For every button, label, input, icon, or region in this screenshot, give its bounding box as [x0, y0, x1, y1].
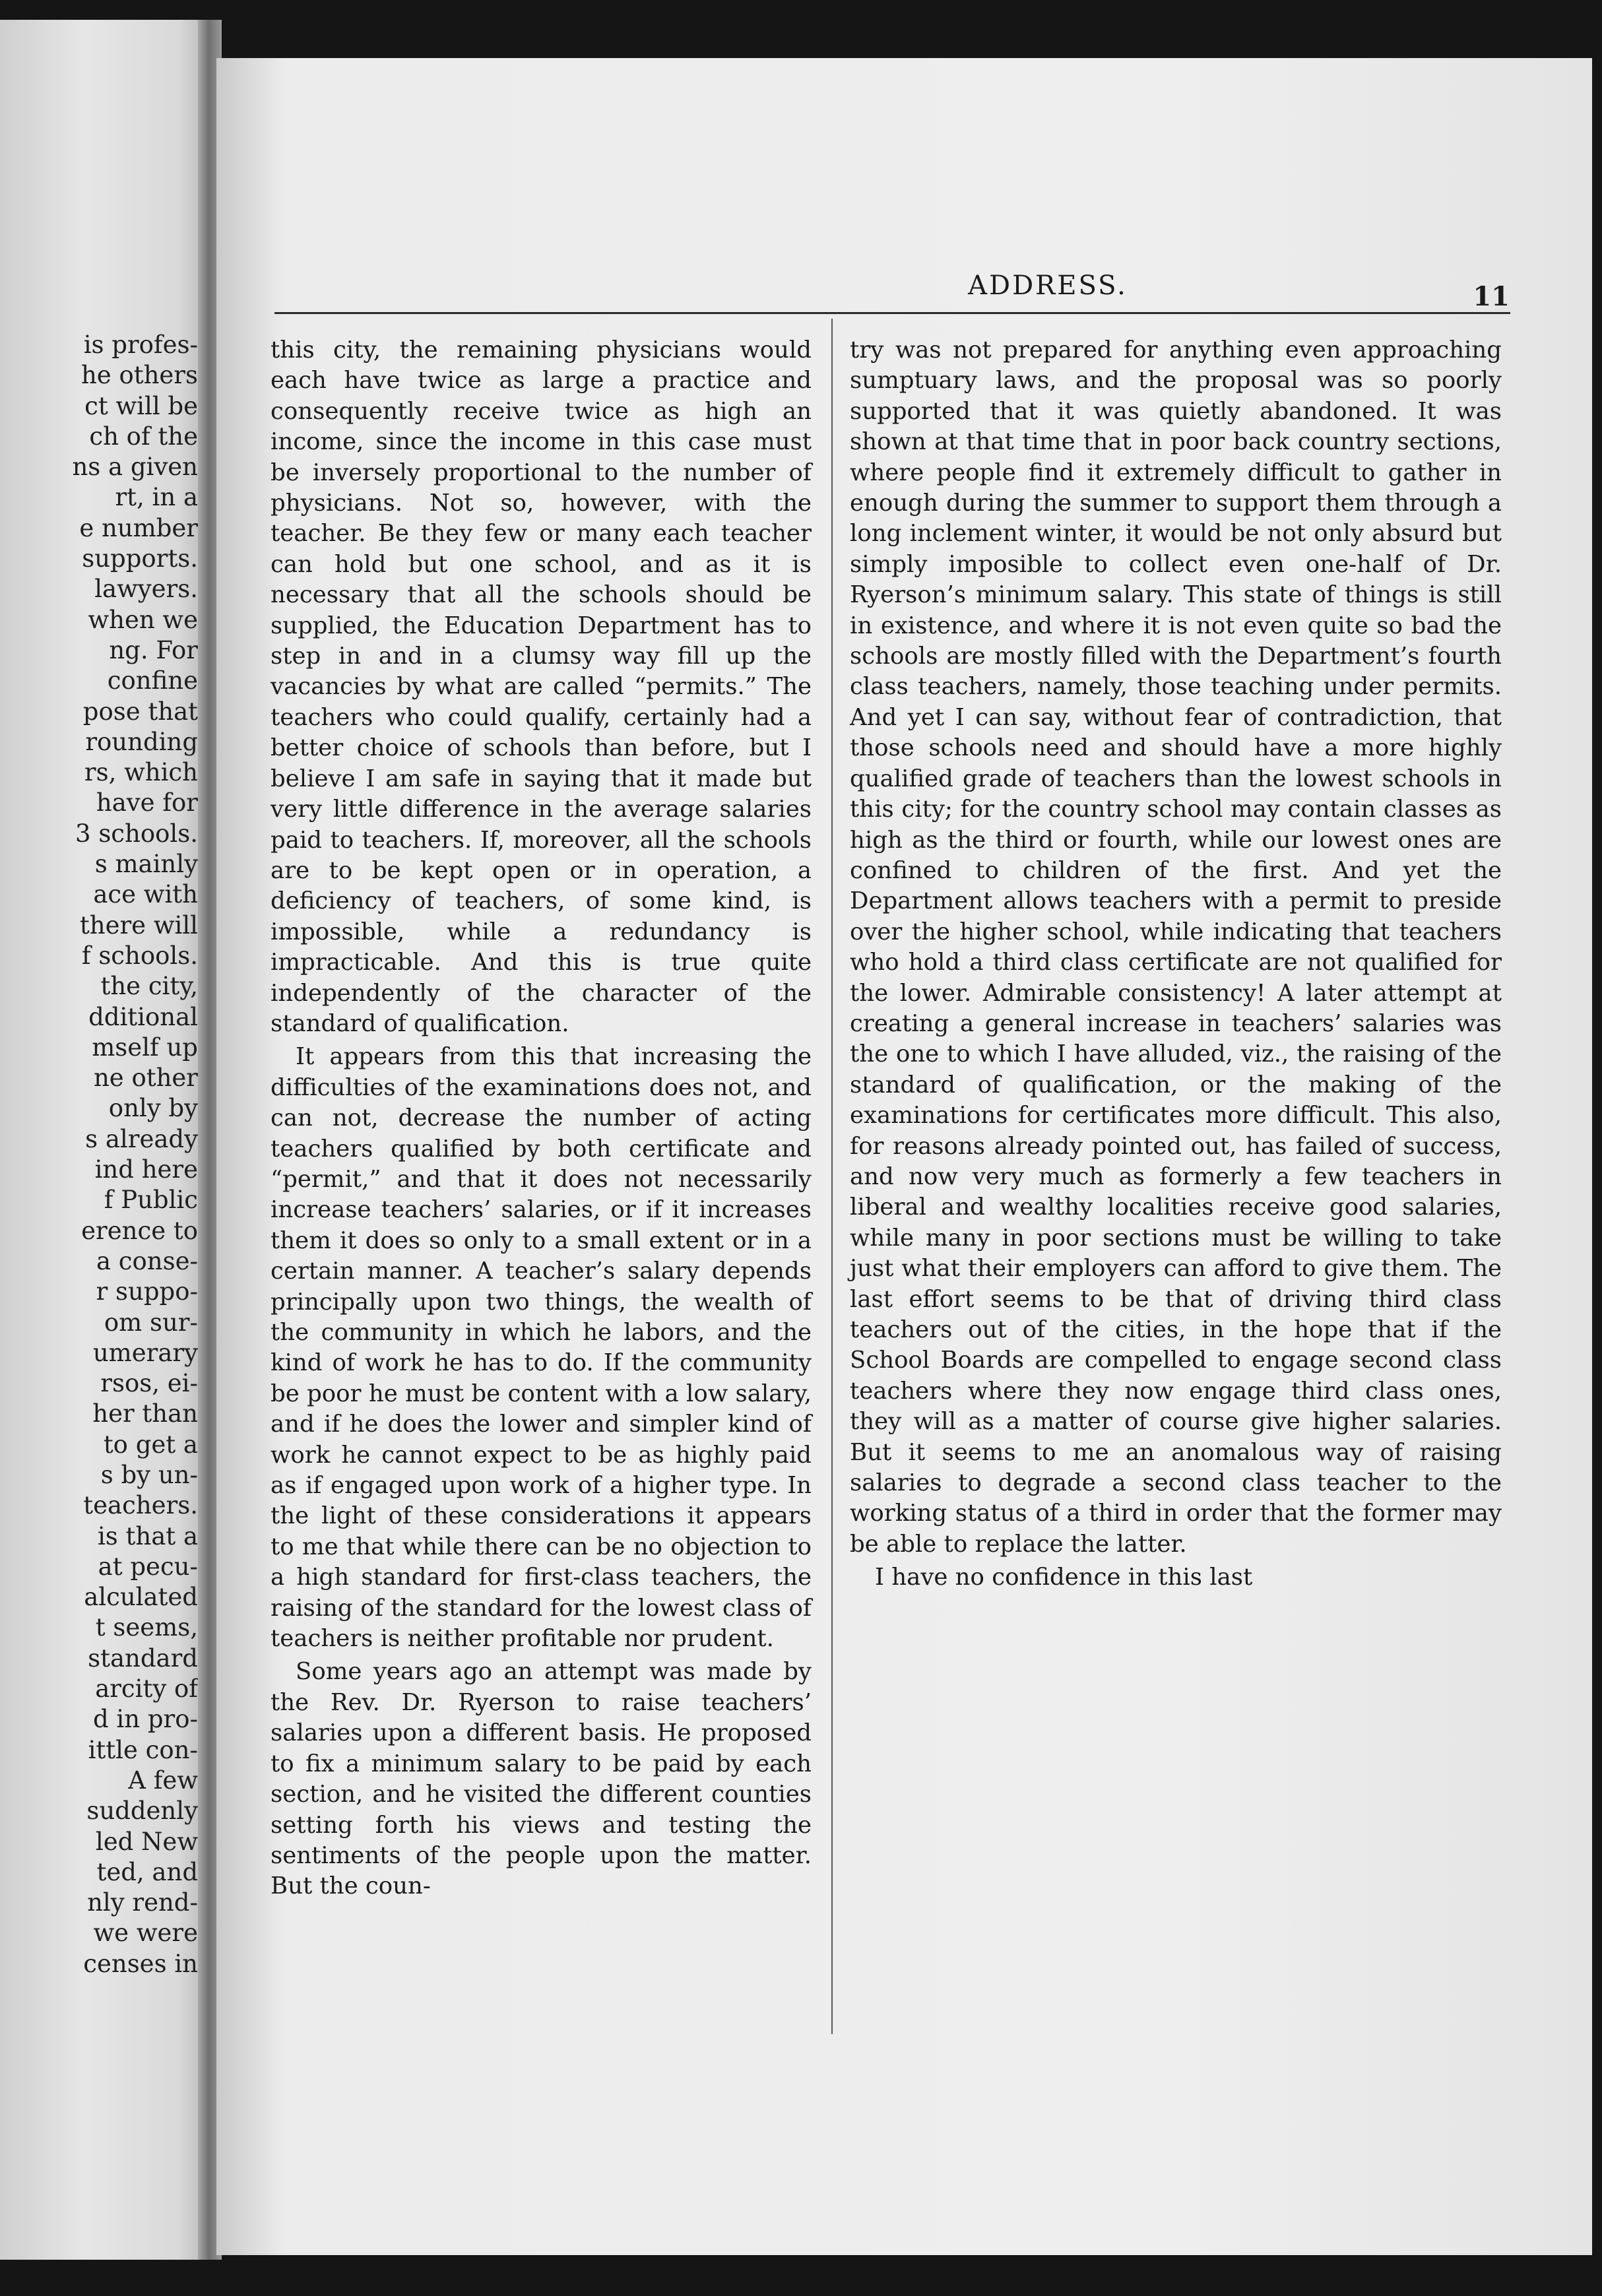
paragraph: It appears from this that increasing the difficulties of the examinations does not, and can not, decrease the number of acting teachers qualified by both certificate and “permit,” and that it does not necessarily increase teachers’ salaries, or if it increases them it does so only to a small extent or in a certain manner. A teacher’s salary depends principally upon two things, the wealth of the community in which he labors, and the kind of work he has to do. If the community be poor he must be content with a low salary, and if he does the lower and simpler kind of work he cannot expect to be as highly paid as if engaged upon work of a higher type. In the light of these considerations it appears to me that while there can be no objection to a high standard for first-class teachers, the raising of the standard for the lowest class of teachers is neither profitable nor prudent.	[271, 1043, 812, 1653]
left-page-line: supports.	[82, 544, 198, 573]
left-page-line: 3 schools.	[75, 819, 198, 848]
left-page-line: ted, and	[96, 1857, 198, 1886]
left-page-line: s already	[85, 1124, 198, 1153]
left-page-line: ch of the	[89, 422, 198, 451]
left-page-line: at pecu-	[98, 1552, 198, 1581]
left-page-line: A few	[128, 1766, 198, 1795]
right-column	[850, 335, 1502, 1593]
left-page-line: lawyers.	[94, 575, 198, 604]
paragraph: Some years ago an attempt was made by the Rev. Dr. Ryerson to raise teachers’ salaries upon a different basis. He proposed to fix a minimum salary to be paid by each section, and he visited the different counties setting forth his views and testing the sentiments of the people upon the matter. But the coun-	[271, 1658, 812, 1900]
left-page-line: only by	[108, 1094, 198, 1123]
left-page-line: the city,	[100, 972, 198, 1001]
left-page-line: t seems,	[95, 1613, 198, 1642]
left-page-line: have for	[96, 788, 198, 817]
left-page-line: d in pro-	[92, 1705, 198, 1734]
left-page-line: standard	[88, 1643, 198, 1673]
left-page-line: dditional	[88, 1002, 198, 1031]
page-number: 11	[1473, 281, 1510, 312]
running-head: ADDRESS.	[968, 271, 1128, 301]
left-page-line: f Public	[104, 1186, 198, 1215]
left-page-line: ct will be	[84, 391, 198, 420]
left-page-line: s by un-	[100, 1460, 198, 1489]
paragraph: this city, the remaining physicians would each have twice as large a practice and consequently receive twice as high an income, since the income in this case must be inversely proportional to the number of physicians. Not so, however, with the teacher. Be they few or many each teacher can hold but one school, and as it is necessary that all the schools should be supplied, the Education Department has to step in and in a clumsy way fill up the vacancies by what are called “permits.” The teachers who could qualify, certainly had a better choice of schools than before, but I believe I am safe in saying that it made but very little difference in the average salaries paid to teachers. If, moreover, all the schools are to be kept open or in operation, a deficiency of teachers, of some kind, is impossible, while a redundancy is impracticable. And this is true quite independently of the character of the standard of qualification.	[271, 336, 812, 1037]
left-page-line: alculated	[84, 1583, 198, 1612]
left-page-line: rsos, ei-	[100, 1369, 198, 1398]
left-page-line: he others	[80, 361, 198, 390]
left-page-line: s mainly	[94, 850, 198, 879]
left-column	[271, 335, 812, 1902]
left-page-line: mself up	[92, 1033, 198, 1062]
left-page-line: is profes-	[83, 331, 198, 359]
left-page-line: when we	[88, 605, 198, 634]
paragraph: try was not prepared for anything even approaching sumptuary laws, and the proposal was so poorly supported that it was quietly abandoned. It was shown at that time that in poor back country sections, where people find it extremely difficult to gather in enough during the summer to support them through a long inclement winter, it would be not only absurd but simply imposible to collect even one-half of Dr. Ryerson’s minimum salary. This state of things is still in existence, and where it is not even quite so bad the schools are mostly filled with the Department’s fourth class teachers, namely, those teaching under permits. And yet I can say, without fear of contradiction, that those schools need and should have a more highly qualified grade of teachers than the lowest schools in this city; for the country school may contain classes as high as the third or fourth, while our lowest ones are confined to children of the first. And yet the Department allows teachers with a permit to preside over the higher school, while indicating that teachers who hold a third class certificate are not qualified for the lower. Admirable consistency! A later attempt at creating a general increase in teachers’ salaries was the one to which I have alluded, viz., the raising of the standard of qualification, or the making of the examinations for certificates more difficult. This also, for reasons already pointed out, has failed of success, and now very much as formerly a few teachers in liberal and wealthy localities receive good salaries, while many in poor sections must be willing to take just what their employers can afford to give them. The last effort seems to be that of driving third class teachers out of the cities, in the hope that if the School Boards are compelled to engage second class teachers where they now engage third class ones, they will as a matter of course give higher salaries. But it seems to me an anomalous way of raising salaries to degrade a second class teacher to the working status of a third in order that the former may be able to replace the latter.	[850, 336, 1502, 1558]
header-rule	[274, 312, 1510, 314]
left-page-line: to get a	[103, 1430, 198, 1459]
left-page-line: we were	[93, 1919, 198, 1948]
left-page-line: rs, which	[84, 758, 198, 787]
left-page-line: ace with	[93, 880, 198, 909]
left-page-line: censes in	[83, 1949, 198, 1978]
right-page	[216, 58, 1592, 2255]
left-page-line: nly rend-	[87, 1888, 198, 1917]
left-page-line: rounding	[85, 727, 198, 756]
left-page-line: ne other	[93, 1064, 198, 1093]
left-page-fragment	[0, 20, 210, 2260]
left-page-line: rt, in a	[115, 483, 198, 512]
paragraph: I have no confidence in this last	[875, 1564, 1253, 1591]
left-page-line: umerary	[92, 1338, 198, 1367]
column-divider	[831, 319, 833, 2034]
left-page-line: her than	[92, 1399, 198, 1428]
left-page-line: suddenly	[86, 1797, 198, 1826]
left-page-line: pose that	[82, 697, 198, 726]
left-page-line: r suppo-	[96, 1277, 198, 1306]
left-page-line: f schools.	[81, 941, 198, 970]
left-page-text	[0, 330, 198, 1979]
left-page-line: teachers.	[83, 1491, 198, 1520]
left-page-line: led New	[95, 1827, 198, 1856]
left-page-line: is that a	[97, 1521, 198, 1550]
left-page-line: e number	[79, 513, 198, 542]
left-page-line: arcity of	[95, 1674, 198, 1704]
left-page-line: there will	[79, 910, 198, 940]
left-page-line: erence to	[81, 1216, 198, 1245]
left-page-line: ind here	[94, 1155, 198, 1184]
left-page-line: ittle con-	[88, 1735, 198, 1764]
left-page-line: a conse-	[96, 1246, 198, 1275]
left-page-line: om sur-	[104, 1308, 198, 1337]
left-page-line: confine	[107, 666, 198, 695]
left-page-line: ns a given	[72, 453, 198, 482]
left-page-line: ng. For	[109, 635, 198, 664]
